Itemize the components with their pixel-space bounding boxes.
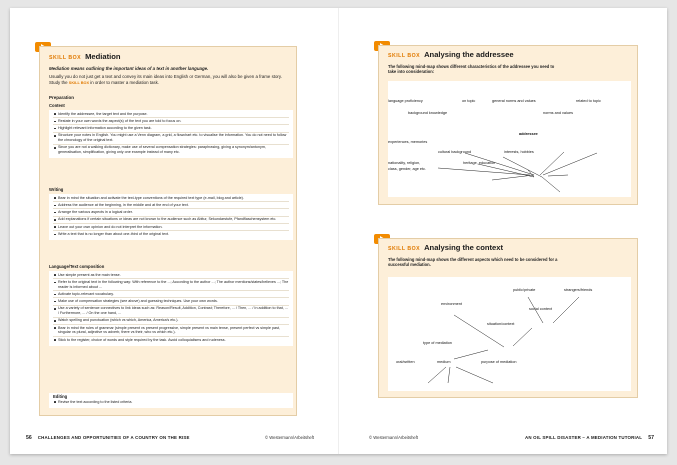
- bullet-item: Make use of compensation strategies (see above) and guessing techniques. Use your own words.: [53, 299, 289, 306]
- skill-box-label: SKILL BOX: [49, 55, 82, 61]
- bullet-item: Revise the text according to the listed criteria.: [53, 400, 289, 406]
- bullet-item: Watch spelling and punctuation (which vs which, America, America's etc.).: [53, 318, 289, 325]
- editing-section: [43, 393, 295, 408]
- bullet-item: Use simple present as the main tense.: [53, 273, 289, 280]
- content-heading: Content: [49, 103, 65, 108]
- bullet-item: Add explanations if certain situations or ideas are not known to the audience such as Abitur, Sekundarstufe, Pfandflaschensystem etc.: [53, 217, 289, 224]
- bullet-item: Write a text that is no longer than about one-third of the original text.: [53, 232, 289, 238]
- bullet-item: Activate topic-relevant vocabulary.: [53, 292, 289, 299]
- skill-box-inline-label: SKILL BOX: [68, 80, 89, 85]
- intro-line-2: Usually you do not just get a text and convey its main ideas into English or German, you will also be given a frame story. Study the SKILL BOX in order to master a mediation task.: [49, 73, 282, 85]
- bullet-item: Leave out your own opinion and do not interpret the information.: [53, 225, 289, 232]
- addressee-intro: The following mind-map shows different characteristics of the addressee you need to take into consideration:: [388, 64, 555, 75]
- node-on-topic: on topic: [462, 99, 476, 103]
- language-bullet-list: [53, 273, 289, 344]
- page-number-right: 57: [648, 435, 654, 441]
- node-general-norms: general norms and values: [492, 99, 536, 103]
- node-strangers-friends: strangers/friends: [564, 288, 593, 292]
- editing-bullet-list: [53, 400, 289, 406]
- bullet-item: Address the audience at the beginning, in the middle and at the end of your text.: [53, 203, 289, 210]
- language-heading: Language/Text composition: [49, 264, 105, 269]
- editing-heading: Editing: [53, 394, 68, 399]
- node-interests: interests, hobbies: [504, 150, 534, 154]
- footer-right: [525, 435, 654, 441]
- node-situation-context: situation/context: [487, 322, 515, 326]
- bullet-item: Restate in your own words the aspect(s) of the text you are told to focus on.: [53, 119, 289, 126]
- content-bullet-list: [53, 112, 289, 156]
- node-heritage: heritage, education: [463, 161, 496, 165]
- node-class: class, gender, age etc.: [388, 167, 426, 171]
- footer-copyright-right: [369, 435, 418, 440]
- node-experiences: experiences, memories: [388, 140, 428, 144]
- writing-bullet-list: [53, 196, 289, 238]
- footer-title-right: AN OIL SPILL DISASTER – A MEDIATION TUTORIAL: [525, 435, 643, 440]
- box-title-addressee: Analysing the addressee: [424, 50, 514, 59]
- node-norms-values: norms and values: [543, 111, 573, 115]
- intro-line-1: Mediation means outlining the important ideas of a text in another language.: [49, 66, 209, 71]
- bullet-item: Structure your notes in English. You might use a Venn diagram, a grid, a flowchart etc. to visualise the information. You do not need to follow the chronology of the original text.: [53, 133, 289, 144]
- addressee-mind-map: [388, 81, 631, 197]
- node-nationality: nationality, religion,: [388, 161, 421, 165]
- intro-text: [49, 66, 289, 86]
- node-social-context: social context: [529, 307, 553, 311]
- node-purpose: purpose of mediation: [481, 360, 517, 364]
- content-section: [43, 103, 295, 158]
- bullet-item: Bear in mind the situation and activate the text-type conventions of the required text type (e-mail, blog and article).: [53, 196, 289, 203]
- skill-box-label: SKILL BOX: [388, 53, 421, 59]
- context-intro: The following mind-map shows the different aspects which need to be considered for a successful mediation.: [388, 257, 558, 268]
- copyright-right: © Westermann/Arbeitsheft: [369, 435, 419, 440]
- bullet-item: Stick to the register, choice of words and style required by the task. Avoid colloquialisms and rudeness.: [53, 338, 289, 344]
- box-title: Mediation: [85, 52, 121, 61]
- writing-heading: Writing: [49, 187, 64, 192]
- page-number-left: 56: [26, 435, 32, 441]
- content-panel: [49, 110, 293, 159]
- footer-copyright-left: [265, 435, 314, 440]
- node-cultural-background: cultural background: [438, 150, 472, 154]
- skill-box-context: [378, 238, 638, 398]
- bullet-item: Use a variety of sentence connectives to link ideas such as: Reason/Result, Addition, Contrast; Therefore, ... / Then, ... / In addition to that, ... / Furthermore, ... / On the one hand, ...: [53, 306, 289, 317]
- language-section: [43, 264, 295, 346]
- box-header-context: [388, 243, 503, 252]
- context-mind-map: [388, 277, 631, 391]
- writing-panel: [49, 194, 293, 241]
- box-header: [49, 52, 121, 61]
- writing-section: [43, 187, 295, 240]
- node-type-of-mediation: type of mediation: [423, 341, 452, 345]
- node-background-knowledge: background knowledge: [408, 111, 448, 115]
- copyright-left: © Westermann/Arbeitsheft: [265, 435, 315, 440]
- bullet-item: Since you are not a walking dictionary, make use of several compensation strategies: paraphrasing, giving a synonym/antonym, generalisation, simplification, giving only one example instead of many etc.: [53, 145, 289, 155]
- preparation-heading: Preparation: [49, 95, 75, 100]
- skill-box-mediation: [39, 46, 297, 416]
- bullet-item: Bear in mind the rules of grammar (simple present vs present progressive, simple present vs main tense, present perfect vs simple past, singular vs plural, adjective vs adverb, there vs their, who vs which etc.).: [53, 326, 289, 337]
- node-related-to-topic: related to topic: [576, 99, 601, 103]
- editing-panel: [49, 393, 293, 408]
- bullet-item: Highlight relevant information according to the given task.: [53, 126, 289, 133]
- node-public-private: public/private: [513, 288, 536, 292]
- context-mind-map-lines: [388, 277, 631, 391]
- node-oral-written: oral/written: [396, 360, 415, 364]
- box-header-addressee: [388, 50, 514, 59]
- bullet-item: Refer to the original text in the following way: With reference to the ...; According to the author ...; The author mentions/states/believes ...; The reader is informed about ...: [53, 280, 289, 291]
- bullet-item: Arrange the various aspects in a logical order.: [53, 210, 289, 217]
- book-spread: [10, 8, 667, 454]
- skill-box-label: SKILL BOX: [388, 246, 421, 252]
- skill-box-addressee: [378, 45, 638, 205]
- node-environment: environment: [441, 302, 462, 306]
- node-medium: medium: [437, 360, 451, 364]
- node-language-proficiency: language proficiency: [388, 99, 423, 103]
- bullet-item: Identify the addressee, the target text and the purpose.: [53, 112, 289, 119]
- footer-left: [26, 435, 190, 441]
- language-panel: [49, 271, 293, 346]
- footer-title-left: CHALLENGES AND OPPORTUNITIES OF A COUNTRY ON THE RISE: [37, 435, 190, 440]
- gutter: [338, 8, 339, 454]
- node-addressee-center: addressee: [519, 132, 538, 136]
- box-title-context: Analysing the context: [424, 243, 503, 252]
